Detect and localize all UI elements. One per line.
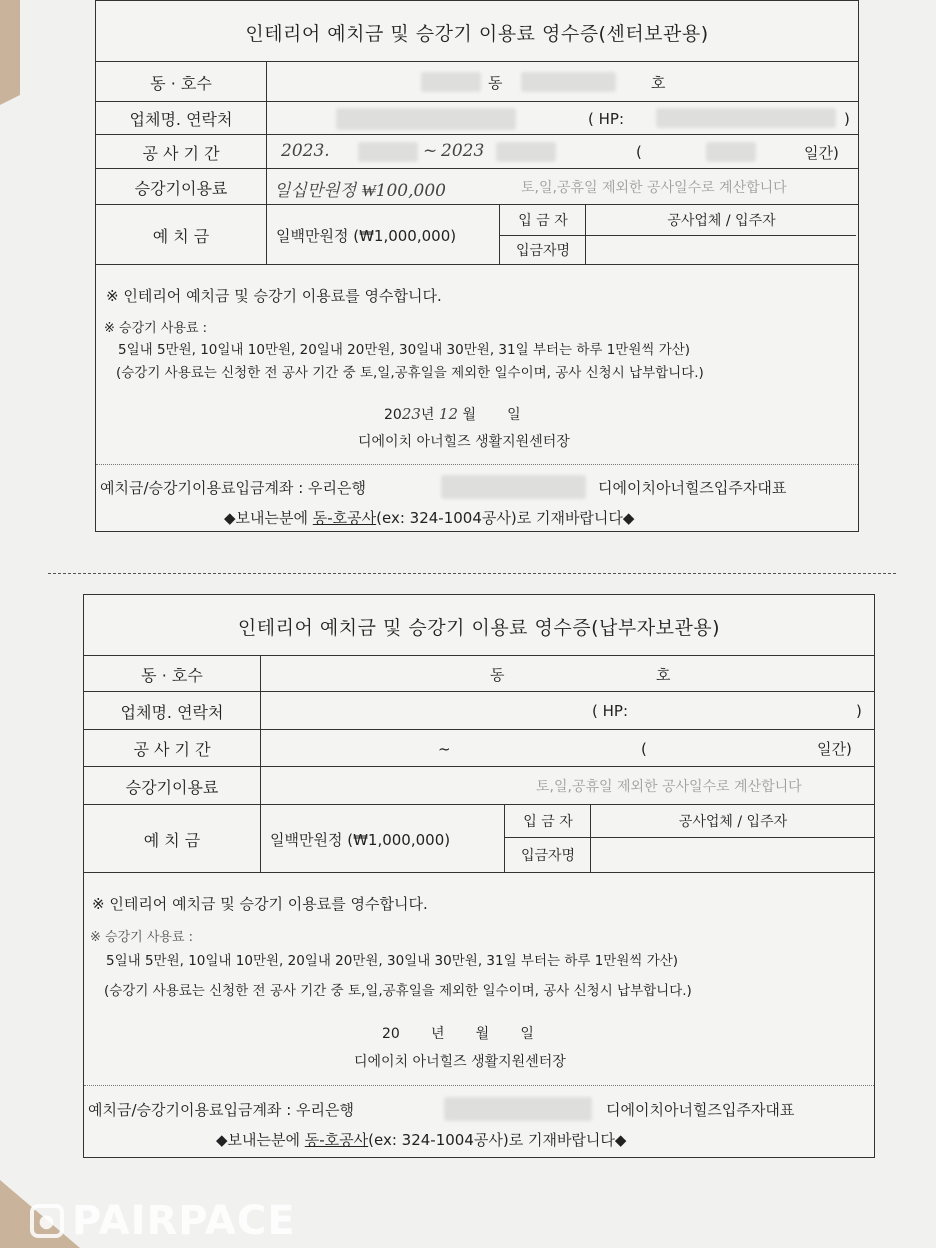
redaction <box>496 142 556 162</box>
label-period: 공 사 기 간 <box>96 135 267 169</box>
footer-post: (ex: 324-1004공사)로 기재바랍니다◆ <box>376 509 635 527</box>
row-elevator-fee <box>96 168 858 205</box>
notice-fee-note: (승강기 사용료는 신청한 전 공사 기간 중 토,일,공휴일을 제외한 일수이며, 공사 신청시 납부합니다.) <box>104 983 692 999</box>
issue-date: 20 년 월 일 <box>382 1026 534 1042</box>
footer-instruction <box>216 1129 626 1150</box>
notice-fee-title: ※ 승강기 사용료 : <box>90 930 194 945</box>
label-unit: 동 · 호수 <box>96 62 267 102</box>
row-period <box>84 729 874 767</box>
date-month-handwritten: 12 <box>438 405 458 423</box>
payer-name-value <box>590 837 875 873</box>
notice-main: ※ 인테리어 예치금 및 승강기 이용료를 영수합니다. <box>92 895 428 913</box>
notice-fee-note: (승강기 사용료는 신청한 전 공사 기간 중 토,일,공휴일을 제외한 일수이며, 공사 신청시 납부합니다.) <box>116 365 704 381</box>
issuer: 디에이치 아너힐즈 생활지원센터장 <box>358 434 570 450</box>
receipt-title: 인테리어 예치금 및 승강기 이용료 영수증(납부자보관용) <box>237 617 721 639</box>
label-company: 업체명. 연락처 <box>96 102 267 135</box>
footer-pre: ◆보내는분에 <box>216 1131 305 1149</box>
payer-name-value <box>585 235 857 265</box>
deposit-amount: 일백만원정 (₩1,000,000) <box>270 830 451 849</box>
hp-close: ) <box>856 702 862 720</box>
label-unit: 동 · 호수 <box>84 656 261 692</box>
label-deposit: 예 치 금 <box>84 805 261 873</box>
hp-open: ( HP: <box>592 702 628 720</box>
footer-post: (ex: 324-1004공사)로 기재바랍니다◆ <box>368 1131 627 1149</box>
period-start-handwritten: 2023. <box>281 141 330 161</box>
fee-note: 토,일,공휴일 제외한 공사일수로 계산합니다 <box>536 779 802 795</box>
unit-ho: 호 <box>656 665 671 684</box>
notice-fee-rates: 5일내 5만원, 10일내 10만원, 20일내 20만원, 30일내 30만원, 31일 부터는 하루 1만원씩 가산) <box>118 342 691 358</box>
row-unit <box>84 655 874 692</box>
row-deposit <box>84 804 874 873</box>
payer-name-label: 입금자명 <box>499 235 586 265</box>
row-deposit <box>96 204 858 265</box>
redaction <box>706 142 756 162</box>
account-holder: 디에이치아너힐즈입주자대표 <box>598 479 787 497</box>
date-year-label: 년 <box>420 407 435 423</box>
period-days: 일간) <box>804 143 839 162</box>
hp-close: ) <box>844 109 850 128</box>
footer-mid: 동-호공사 <box>312 509 377 527</box>
notice-fee-title: ※ 승강기 사용료 : <box>104 321 208 336</box>
row-unit <box>96 61 858 102</box>
period-paren: ( <box>636 143 642 161</box>
notice-fee-rates: 5일내 5만원, 10일내 10만원, 20일내 20만원, 30일내 30만원, 31일 부터는 하루 1만원씩 가산) <box>106 953 679 969</box>
period-end-handwritten: 2023 <box>441 141 485 161</box>
label-company: 업체명. 연락처 <box>84 692 261 730</box>
unit-ho: 호 <box>651 73 666 92</box>
redaction <box>421 72 481 92</box>
redaction <box>336 108 516 130</box>
watermark <box>30 1198 296 1244</box>
date-prefix: 20 <box>384 407 402 423</box>
label-deposit: 예 치 금 <box>96 205 267 265</box>
period-tilde: ~ <box>423 141 438 161</box>
pairpace-logo-icon: ● <box>30 1204 64 1238</box>
unit-dong: 동 <box>490 665 505 684</box>
redaction <box>358 142 418 162</box>
deposit-amount: 일백만원정 (₩1,000,000) <box>276 226 457 245</box>
fee-note: 토,일,공휴일 제외한 공사일수로 계산합니다 <box>521 180 787 196</box>
payer-value: 공사업체 / 입주자 <box>590 805 875 837</box>
notice-main: ※ 인테리어 예치금 및 승강기 이용료를 영수합니다. <box>106 287 442 305</box>
redaction <box>441 475 586 499</box>
hp-open: ( HP: <box>588 109 624 128</box>
payer-name-label: 입금자명 <box>504 837 591 873</box>
redaction <box>656 108 836 128</box>
receipt-center-copy <box>95 0 859 532</box>
period-tilde: ~ <box>438 739 451 758</box>
row-elevator-fee <box>84 766 874 805</box>
footer-mid: 동-호공사 <box>304 1131 369 1149</box>
divider <box>84 1085 874 1086</box>
row-period <box>96 134 858 169</box>
label-elevator-fee: 승강기이용료 <box>96 169 267 205</box>
date-year-handwritten: 23 <box>401 405 421 423</box>
period-days: 일간) <box>817 740 852 758</box>
payer-label: 입 금 자 <box>499 205 586 235</box>
issuer: 디에이치 아너힐즈 생활지원센터장 <box>354 1054 566 1070</box>
footer-pre: ◆보내는분에 <box>224 509 313 527</box>
fee-handwritten: 일십만원정 ₩100,000 <box>274 181 446 201</box>
issue-date <box>384 404 521 424</box>
divider <box>96 264 858 265</box>
date-day-label: 일 <box>507 407 521 423</box>
account-label: 예치금/승강기이용료입금계좌 : 우리은행 <box>88 1101 354 1119</box>
receipt-payer-copy <box>83 594 875 1158</box>
label-elevator-fee: 승강기이용료 <box>84 767 261 805</box>
payer-label: 입 금 자 <box>504 805 591 837</box>
receipt-title: 인테리어 예치금 및 승강기 이용료 영수증(센터보관용) <box>245 23 709 45</box>
divider <box>96 464 858 465</box>
row-company <box>96 101 858 135</box>
footer-instruction <box>224 507 634 528</box>
cut-line <box>48 573 896 574</box>
row-company <box>84 691 874 730</box>
period-paren: ( <box>641 739 647 758</box>
payer-value: 공사업체 / 입주자 <box>585 205 857 235</box>
divider <box>84 872 874 873</box>
account-holder: 디에이치아너힐즈입주자대표 <box>606 1101 795 1119</box>
label-period: 공 사 기 간 <box>84 730 261 767</box>
redaction <box>521 72 616 92</box>
watermark-text: PAIRPACE <box>72 1198 296 1244</box>
date-month-label: 월 <box>462 407 476 423</box>
unit-dong: 동 <box>488 73 503 92</box>
redaction <box>444 1097 592 1121</box>
account-label: 예치금/승강기이용료입금계좌 : 우리은행 <box>100 479 366 497</box>
